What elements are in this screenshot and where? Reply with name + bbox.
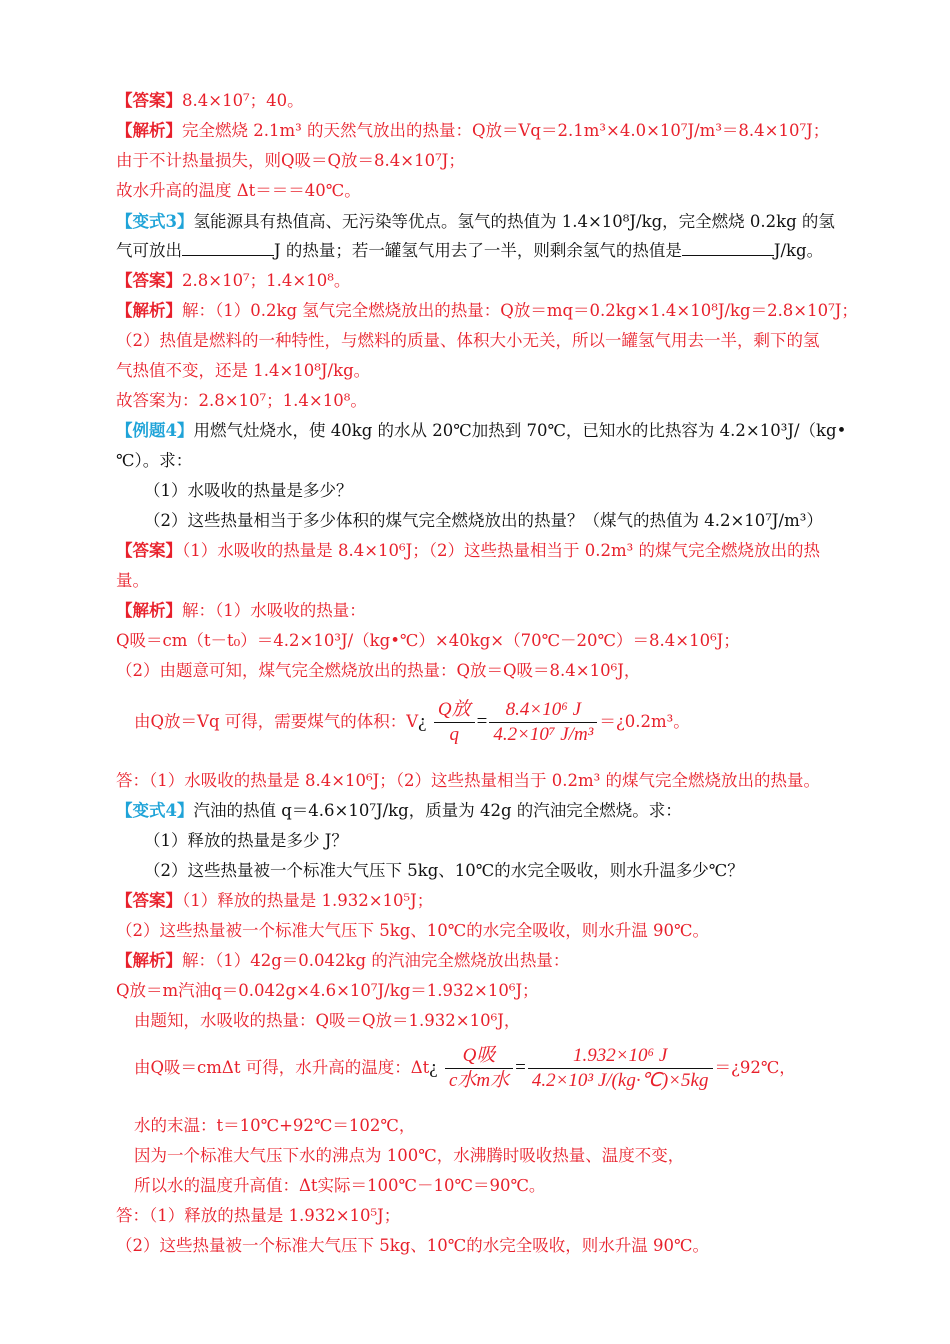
variant-question-line — [116, 211, 838, 233]
answer-line — [116, 90, 838, 112]
formula-glyph: ¿ — [418, 711, 427, 732]
analysis-line: 所以水的温度升高值：Δt实际＝100℃－10℃＝90℃。 — [134, 1176, 546, 1195]
analysis-line — [116, 950, 838, 972]
formula-prefix: 由Q吸＝cmΔt 可得，水升高的温度：Δt — [134, 1058, 430, 1077]
analysis-line: 故水升高的温度 Δt＝＝＝40℃。 — [116, 181, 361, 200]
analysis-line: （2）由题意可知，煤气完全燃烧放出的热量：Q放＝Q吸＝8.4×10⁶J， — [116, 661, 641, 680]
analysis-line: 因为一个标准大气压下水的沸点为 100℃，水沸腾时吸收热量、温度不变， — [134, 1146, 685, 1165]
answer-blank — [182, 240, 274, 256]
analysis-tag: 【解析】 — [116, 951, 182, 970]
analysis-line: 故答案为：2.8×10⁷；1.4×10⁸。 — [116, 391, 367, 410]
formula-temperature: 由Q吸＝cmΔt 可得，水升高的温度：Δt¿ $\frac{\text{Q吸}}{\text{c水m水}}$ = $\frac{\text{1.932×10⁶ J}}{\text{4.2×10³ J/(kg·℃)×5kg}}$ ＝¿92℃， — [134, 1045, 796, 1091]
fraction — [528, 1044, 713, 1093]
fraction — [489, 698, 597, 747]
formula-result: ＝¿0.2m³。 — [599, 712, 690, 731]
analysis-line: 水的末温：t＝10℃+92℃＝102℃， — [134, 1116, 416, 1135]
example-question-line — [116, 420, 847, 442]
analysis-line: 气热值不变，还是 1.4×10⁸J/kg。 — [116, 361, 371, 380]
answer-tag: 【答案】 — [116, 271, 182, 290]
variant-tag: 【变式3】 — [116, 212, 194, 231]
example-text: 用燃气灶烧水，使 40kg 的水从 20℃加热到 70℃，已知水的比热容为 4.2×10³J/（kg• — [193, 421, 847, 440]
fraction-denominator: q — [449, 724, 459, 745]
fraction-denominator: 4.2×10⁷ J/m³ — [493, 724, 594, 745]
sub-question: （2）这些热量相当于多少体积的煤气完全燃烧放出的热量？（煤气的热值为 4.2×10⁷J/m³） — [144, 511, 823, 530]
conclusion-line: 答：（1）水吸收的热量是 8.4×10⁶J；（2）这些热量相当于 0.2m³ 的煤气完全燃烧放出的热量。 — [116, 771, 821, 790]
fraction-numerator: Q吸 — [445, 1044, 513, 1069]
example-question-line: ℃）。求： — [116, 451, 193, 470]
answer-line — [116, 270, 838, 292]
formula-result: ＝¿92℃， — [714, 1058, 796, 1077]
sub-question: （1）水吸收的热量是多少？ — [144, 481, 353, 500]
analysis-line — [116, 300, 858, 322]
conclusion-line: （2）这些热量被一个标准大气压下 5kg、10℃的水完全吸收，则水升温 90℃。 — [116, 1236, 709, 1255]
formula-glyph: ¿ — [429, 1057, 438, 1078]
answer-text: （1）水吸收的热量是 8.4×10⁶J；（2）这些热量相当于 0.2m³ 的煤气完全燃烧放出的热 — [182, 541, 821, 560]
variant-question-line — [116, 240, 838, 262]
answer-text: 2.8×10⁷；1.4×10⁸。 — [182, 271, 351, 290]
fraction-numerator: 1.932×10⁶ J — [528, 1044, 713, 1069]
fraction-denominator: c水m水 — [448, 1070, 510, 1091]
formula-volume: 由Q放＝Vq 可得，需要煤气的体积：V¿ $\frac{\text{Q放}}{q}$ = $\frac{\text{8.4×10⁶ J}}{\text{4.2×10⁷ J/m³}}$ ＝¿0.2m³。 — [134, 699, 690, 745]
answer-text: 8.4×10⁷；40。 — [182, 91, 304, 110]
analysis-text: 解：（1）42g＝0.042kg 的汽油完全燃烧放出热量： — [182, 951, 570, 970]
question-text: J 的热量；若一罐氢气用去了一半，则剩余氢气的热值是 — [274, 241, 682, 260]
answer-line: 量。 — [116, 571, 149, 590]
sub-question: （1）释放的热量是多少 J？ — [144, 831, 348, 850]
answer-line — [116, 540, 838, 562]
question-text: J/kg。 — [773, 241, 824, 260]
analysis-text: 解：（1）水吸收的热量： — [182, 601, 366, 620]
analysis-line — [116, 120, 838, 142]
analysis-tag: 【解析】 — [116, 121, 182, 140]
sub-question: （2）这些热量被一个标准大气压下 5kg、10℃的水完全吸收，则水升温多少℃？ — [144, 861, 744, 880]
fraction — [434, 698, 475, 747]
formula-prefix: 由Q放＝Vq 可得，需要煤气的体积：V — [134, 712, 419, 731]
answer-tag: 【答案】 — [116, 91, 182, 110]
answer-text: （1）释放的热量是 1.932×10⁵J； — [182, 891, 434, 910]
analysis-line: Q吸＝cm（t－t₀）＝4.2×10³J/（kg•℃）×40kg×（70℃－20℃）＝8.4×10⁶J； — [116, 631, 740, 650]
analysis-tag: 【解析】 — [116, 301, 182, 320]
analysis-text: 完全燃烧 2.1m³ 的天然气放出的热量：Q放＝Vq＝2.1m³×4.0×10⁷J/m³＝8.4×10⁷J； — [182, 121, 830, 140]
fraction-denominator: 4.2×10³ J/(kg·℃)×5kg — [531, 1070, 709, 1091]
fraction — [445, 1044, 513, 1093]
analysis-line: 由于不计热量损失，则Q吸＝Q放＝8.4×10⁷J； — [116, 151, 465, 170]
analysis-line — [116, 600, 838, 622]
answer-line: （2）这些热量被一个标准大气压下 5kg、10℃的水完全吸收，则水升温 90℃。 — [116, 921, 709, 940]
question-text: 气可放出 — [116, 241, 182, 260]
fraction-numerator: 8.4×10⁶ J — [489, 698, 597, 723]
example-tag: 【例题4】 — [116, 421, 194, 440]
analysis-line: （2）热值是燃料的一种特性，与燃料的质量、体积大小无关，所以一罐氢气用去一半，剩下的氢 — [116, 331, 820, 350]
answer-tag: 【答案】 — [116, 541, 182, 560]
analysis-line: Q放＝m汽油q＝0.042g×4.6×10⁷J/kg＝1.932×10⁶J； — [116, 981, 539, 1000]
analysis-text: 解：（1）0.2kg 氢气完全燃烧放出的热量：Q放＝mq＝0.2kg×1.4×10⁸J/kg＝2.8×10⁷J； — [182, 301, 858, 320]
variant-text: 氢能源具有热值高、无污染等优点。氢气的热值为 1.4×10⁸J/kg，完全燃烧 0.2kg 的氢 — [193, 212, 835, 231]
fraction-numerator: Q放 — [434, 698, 475, 723]
variant-tag: 【变式4】 — [116, 801, 194, 820]
analysis-tag: 【解析】 — [116, 601, 182, 620]
answer-tag: 【答案】 — [116, 891, 182, 910]
variant-text: 汽油的热值 q＝4.6×10⁷J/kg，质量为 42g 的汽油完全燃烧。求： — [193, 801, 682, 820]
variant-question-line — [116, 800, 838, 822]
analysis-line: 由题知，水吸收的热量：Q吸＝Q放＝1.932×10⁶J， — [134, 1011, 521, 1030]
answer-line — [116, 890, 838, 912]
conclusion-line: 答：（1）释放的热量是 1.932×10⁵J； — [116, 1206, 401, 1225]
answer-blank — [682, 240, 774, 256]
